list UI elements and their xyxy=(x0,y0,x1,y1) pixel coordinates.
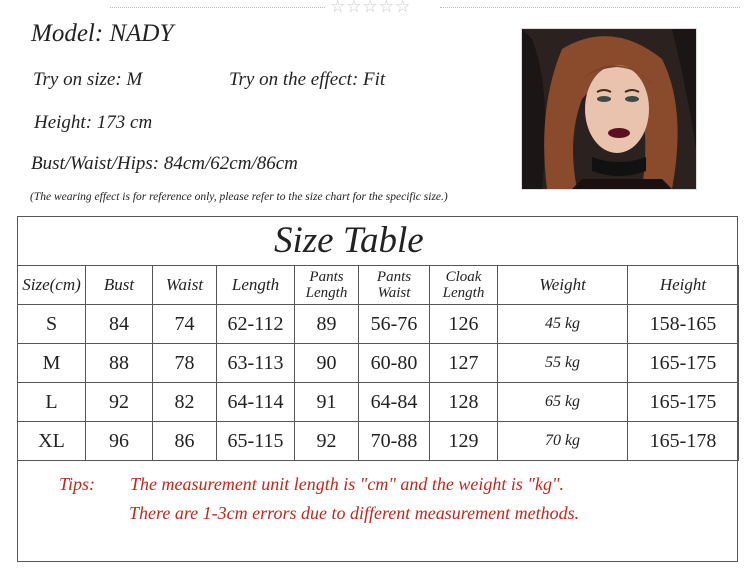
table-cell: 62-112 xyxy=(217,305,295,344)
table-cell: 88 xyxy=(86,344,153,383)
table-cell: 65 kg xyxy=(498,383,628,422)
tips-line-2: There are 1-3cm errors due to different measurement methods. xyxy=(129,503,580,523)
table-cell: 64-114 xyxy=(217,383,295,422)
stars-decoration: ☆☆☆☆☆ xyxy=(330,0,412,16)
header-cell: Length xyxy=(217,266,295,305)
table-cell: 56-76 xyxy=(359,305,430,344)
table-row xyxy=(18,383,739,422)
table-cell: 90 xyxy=(295,344,359,383)
table-cell: 45 kg xyxy=(498,305,628,344)
header-cell: Pants Length xyxy=(295,266,359,305)
table-cell: 60-80 xyxy=(359,344,430,383)
size-table-header-row xyxy=(18,266,739,305)
header-cell: Weight xyxy=(498,266,628,305)
table-cell: S xyxy=(18,305,86,344)
top-divider-right xyxy=(440,7,740,8)
table-cell: 78 xyxy=(153,344,217,383)
table-row xyxy=(18,422,739,461)
size-table xyxy=(17,265,739,461)
table-cell: 127 xyxy=(430,344,498,383)
tips-label: Tips: xyxy=(59,474,96,494)
model-photo xyxy=(521,28,697,190)
table-row xyxy=(18,344,739,383)
table-cell: 92 xyxy=(295,422,359,461)
table-cell: 126 xyxy=(430,305,498,344)
table-cell: 128 xyxy=(430,383,498,422)
table-cell: 65-115 xyxy=(217,422,295,461)
header-cell: Bust xyxy=(86,266,153,305)
table-cell: 129 xyxy=(430,422,498,461)
model-name: Model: NADY xyxy=(31,20,174,47)
table-cell: 84 xyxy=(86,305,153,344)
try-on-size: Try on size: M xyxy=(33,69,143,90)
table-cell: 165-175 xyxy=(628,344,739,383)
header-cell: Height xyxy=(628,266,739,305)
table-cell: 91 xyxy=(295,383,359,422)
table-cell: 165-178 xyxy=(628,422,739,461)
table-cell: 96 xyxy=(86,422,153,461)
tips-line-1: The measurement unit length is "cm" and the weight is "kg". xyxy=(130,474,565,494)
table-cell: 89 xyxy=(295,305,359,344)
table-cell: L xyxy=(18,383,86,422)
size-table-title: Size Table xyxy=(274,220,424,261)
table-cell: 63-113 xyxy=(217,344,295,383)
table-cell: 70-88 xyxy=(359,422,430,461)
table-cell: 82 xyxy=(153,383,217,422)
table-cell: M xyxy=(18,344,86,383)
table-cell: 86 xyxy=(153,422,217,461)
table-cell: 92 xyxy=(86,383,153,422)
table-cell: 74 xyxy=(153,305,217,344)
top-divider-left xyxy=(110,7,325,8)
model-measurements: Bust/Waist/Hips: 84cm/62cm/86cm xyxy=(31,153,298,174)
header-cell: Pants Waist xyxy=(359,266,430,305)
table-cell: XL xyxy=(18,422,86,461)
reference-note: (The wearing effect is for reference only, please refer to the size chart for the specific size.) xyxy=(30,191,448,203)
table-row xyxy=(18,305,739,344)
table-cell: 70 kg xyxy=(498,422,628,461)
table-cell: 64-84 xyxy=(359,383,430,422)
header-cell: Waist xyxy=(153,266,217,305)
header-cell: Size(cm) xyxy=(18,266,86,305)
model-height: Height: 173 cm xyxy=(34,112,153,133)
table-cell: 55 kg xyxy=(498,344,628,383)
try-on-effect: Try on the effect: Fit xyxy=(229,69,386,90)
header-cell: Cloak Length xyxy=(430,266,498,305)
table-cell: 165-175 xyxy=(628,383,739,422)
table-cell: 158-165 xyxy=(628,305,739,344)
